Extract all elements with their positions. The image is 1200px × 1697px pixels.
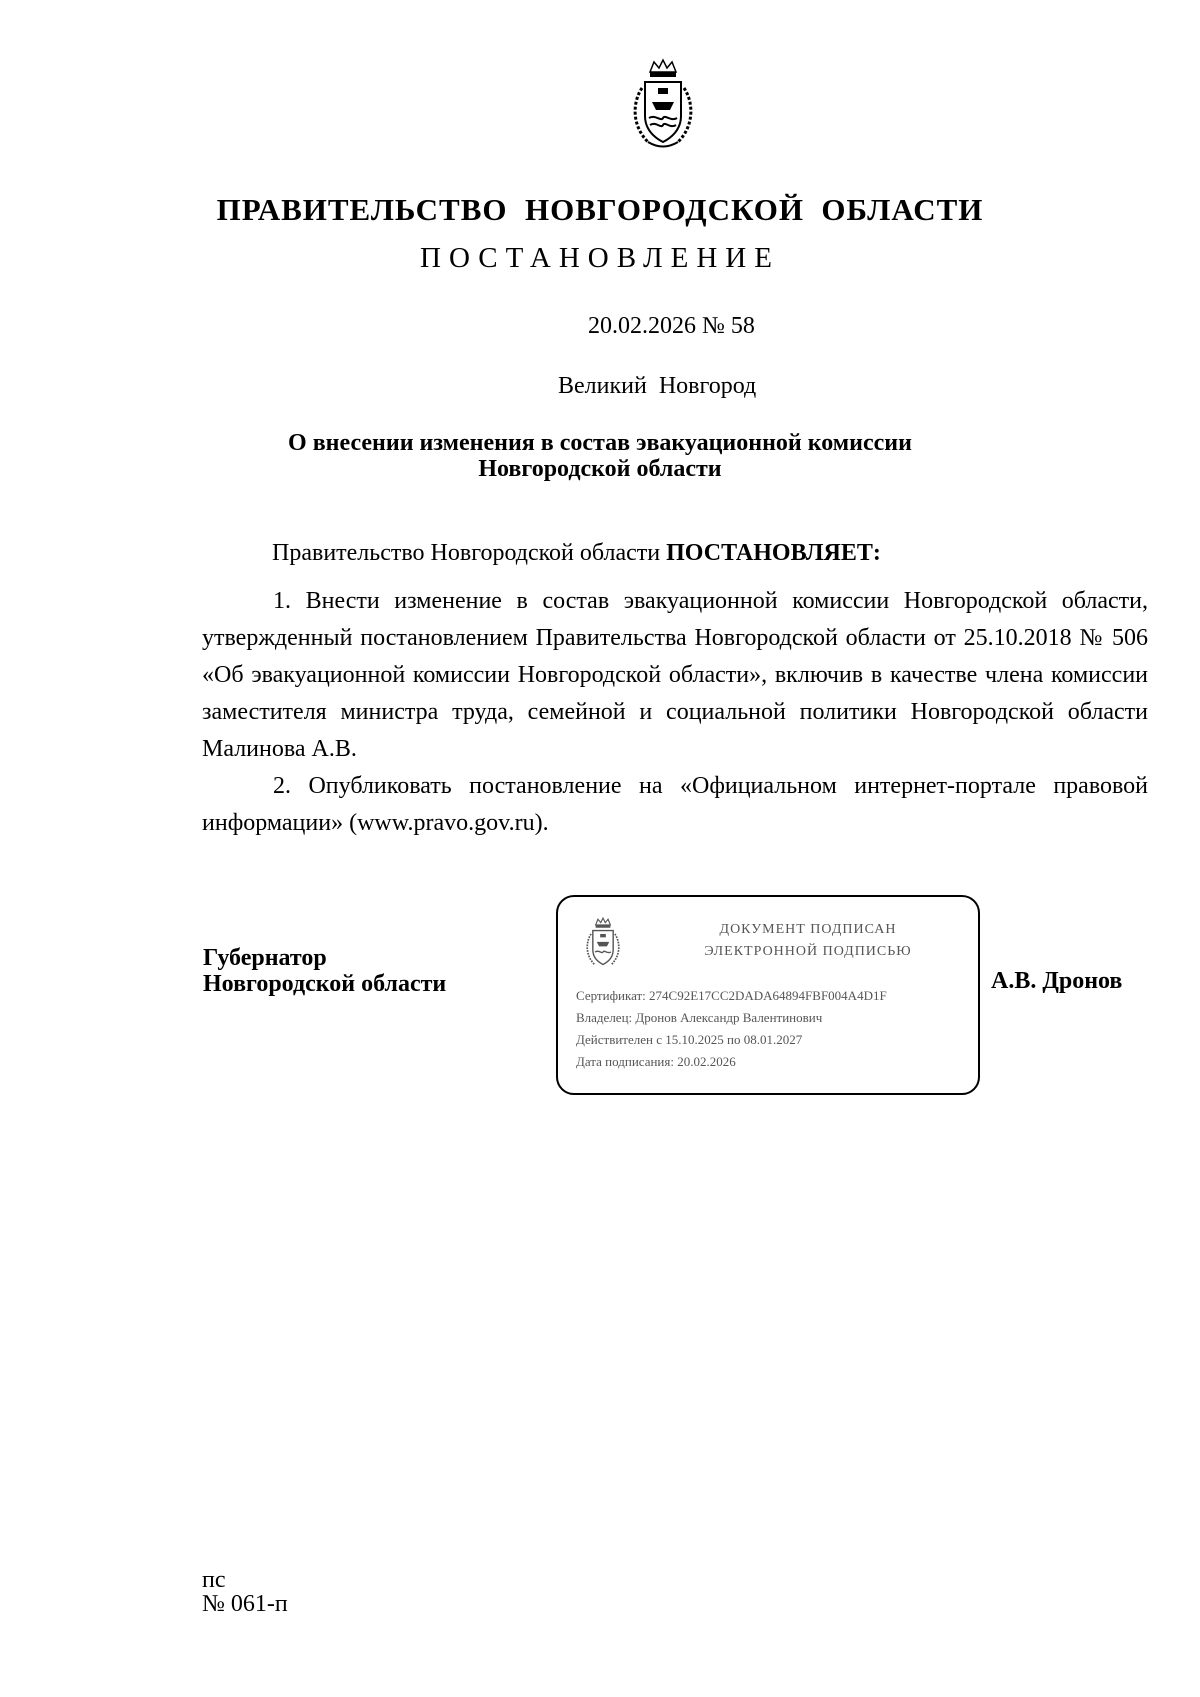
preamble-resolves: ПОСТАНОВЛЯЕТ: [666,540,881,566]
signer-name: А.В. Дронов [991,968,1123,994]
esign-validity: Действителен с 15.10.2025 по 08.01.2027 [576,1032,803,1047]
subject-line-1: О внесении изменения в состав эвакуационной комиссии [288,430,912,456]
footer-line-2: № 061-п [202,1591,288,1617]
esign-heading [668,919,948,963]
signer-title-line-1: Губернатор [203,945,327,971]
paragraph-2: 2. Опубликовать постановление на «Официальном интернет-портале правовой информации» (www.pravo.gov.ru). [202,773,1148,836]
document-type: ПОСТАНОВЛЕНИЕ [420,242,780,274]
footer-line-1: пс [202,1567,226,1593]
signer-title-line-2: Новгородской области [203,971,447,997]
document-date-number: 20.02.2026 № 58 [588,313,755,339]
esign-certificate: Сертификат: 274C92E17CC2DADA64894FBF004A4D1F [576,988,887,1003]
subject-line-2: Новгородской области [478,456,722,482]
esign-heading-line-1: ДОКУМЕНТ ПОДПИСАН [719,922,897,937]
esign-owner: Владелец: Дронов Александр Валентинович [576,1010,823,1025]
paragraph-1: 1. Внести изменение в состав эвакуационной комиссии Новгородской области, утвержденный постановлением Правительства Новгородской области от 25.10.2018 № 506 «Об эвакуационной комиссии Новгородской области», включив в качестве члена комиссии заместителя министра труда, семейной и социальной политики Новгородской области Малинова А.В. [202,588,1148,762]
coat-of-arms-icon [582,917,624,969]
organization-name: ПРАВИТЕЛЬСТВО НОВГОРОДСКОЙ ОБЛАСТИ [216,192,984,227]
document-city: Великий Новгород [558,373,757,399]
esign-sign-date: Дата подписания: 20.02.2026 [576,1054,736,1069]
preamble-text: Правительство Новгородской области [272,540,667,566]
signer-title [203,945,446,997]
electronic-signature-stamp [556,895,980,1095]
coat-of-arms-icon [628,58,698,150]
esign-heading-line-2: ЭЛЕКТРОННОЙ ПОДПИСЬЮ [704,944,912,959]
esign-details [576,985,887,1073]
document-subject [0,430,1200,482]
preamble [272,540,881,567]
document-footer [202,1568,288,1616]
